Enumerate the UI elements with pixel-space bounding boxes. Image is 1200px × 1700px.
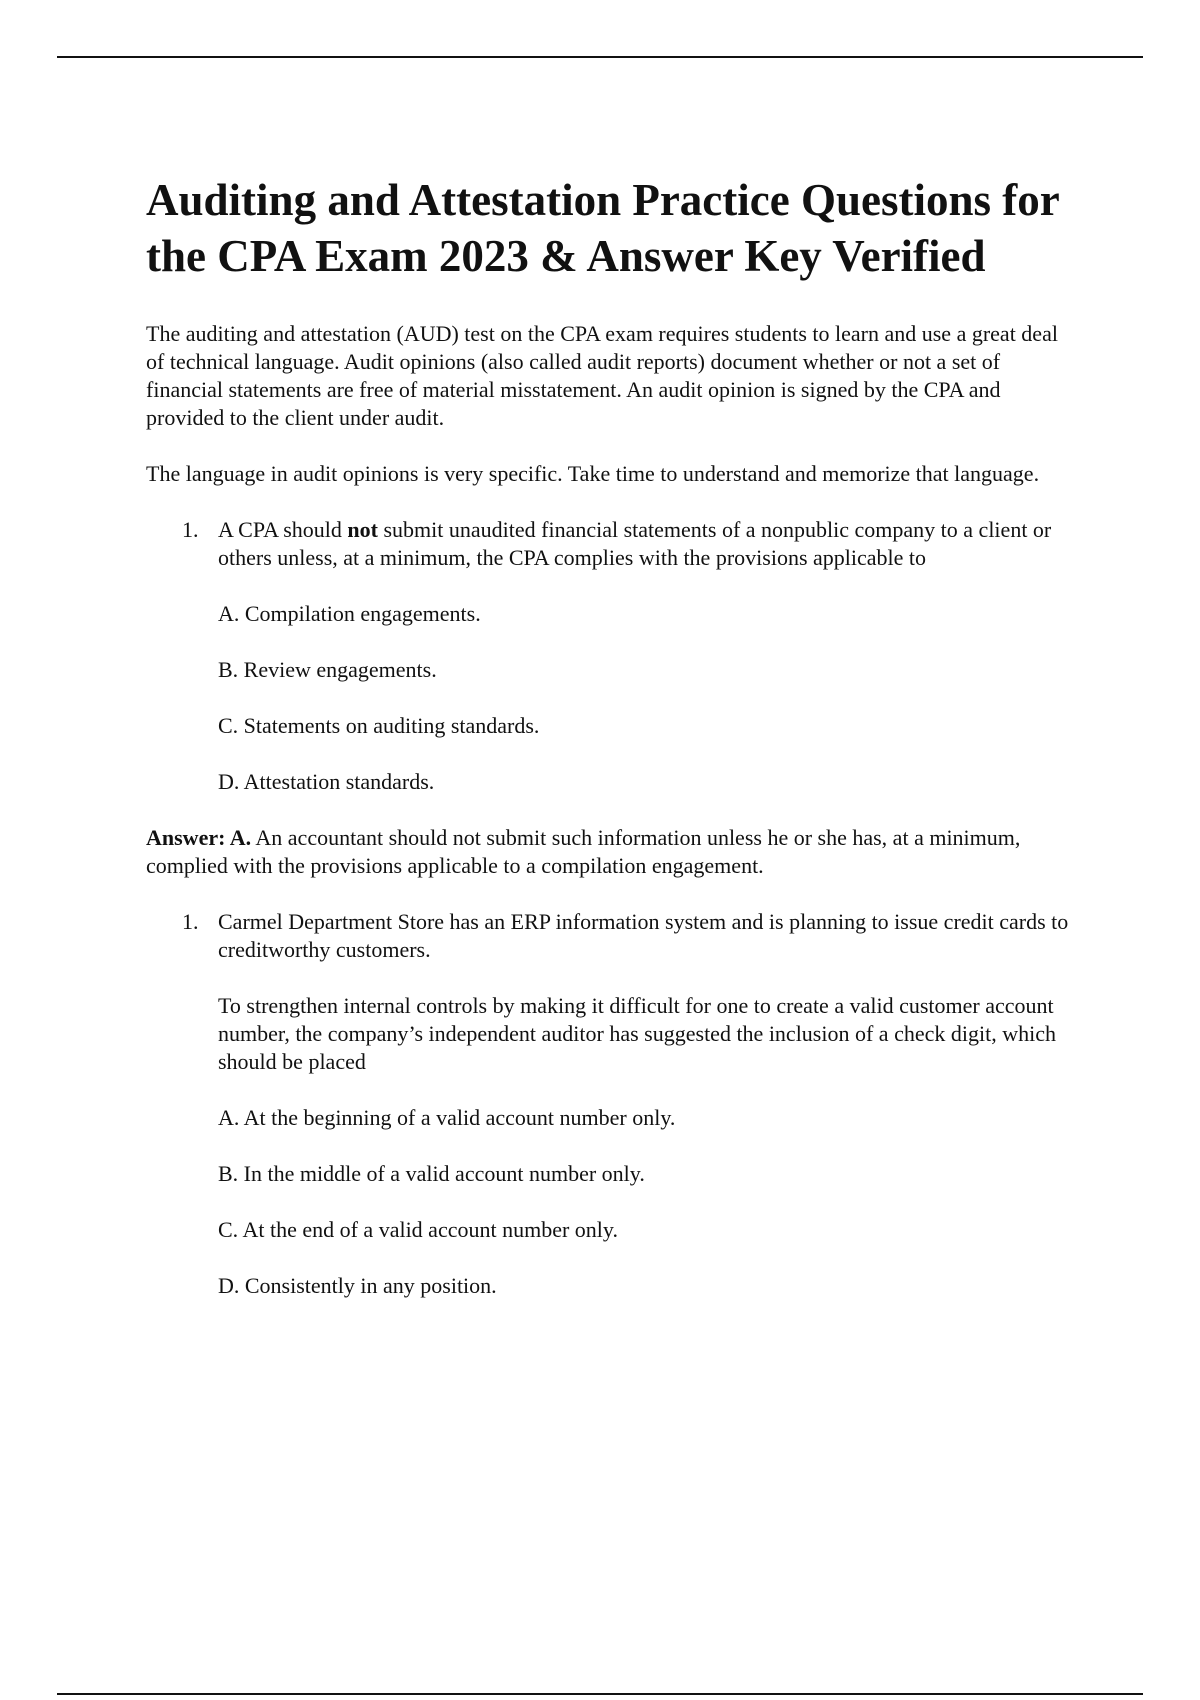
option-d: D. Consistently in any position. [218, 1273, 497, 1298]
question-2 [146, 908, 1076, 1300]
answer-label: Answer: A. [146, 825, 252, 850]
question-number: 1. [182, 909, 199, 934]
option-d: D. Attestation standards. [218, 769, 435, 794]
option-b: B. In the middle of a valid account number only. [218, 1161, 645, 1186]
document-title: Auditing and Attestation Practice Questions for the CPA Exam 2023 & Answer Key Verified [146, 175, 1059, 281]
answer-explanation: An accountant should not submit such information unless he or she has, at a minimum, complied with the provisions applicable to a compilation engagement. [146, 825, 1021, 878]
question-stem-continued: To strengthen internal controls by making it difficult for one to create a valid customer account number, the company’s independent auditor has suggested the inclusion of a check digit, which should be placed [218, 993, 1056, 1074]
question-stem: Carmel Department Store has an ERP information system and is planning to issue credit cards to creditworthy customers. [218, 909, 1069, 962]
option-c: C. Statements on auditing standards. [218, 713, 540, 738]
answer-1 [146, 824, 1076, 880]
option-a: A. At the beginning of a valid account number only. [218, 1105, 676, 1130]
bottom-rule [57, 1693, 1143, 1695]
question-stem: A CPA should not submit unaudited financial statements of a nonpublic company to a client or others unless, at a minimum, the CPA complies with the provisions applicable to [218, 517, 1052, 570]
option-b: B. Review engagements. [218, 657, 437, 682]
question-1 [146, 516, 1076, 796]
emphasis-not: not [347, 517, 378, 542]
document-body [146, 172, 1076, 1328]
question-number: 1. [182, 517, 199, 542]
option-a: A. Compilation engagements. [218, 601, 481, 626]
intro-paragraph-2: The language in audit opinions is very specific. Take time to understand and memorize that language. [146, 461, 1040, 486]
top-rule [57, 56, 1143, 58]
option-c: C. At the end of a valid account number only. [218, 1217, 618, 1242]
intro-paragraph-1: The auditing and attestation (AUD) test on the CPA exam requires students to learn and use a great deal of technical language. Audit opinions (also called audit reports) document whether or not a set of financial statements are free of material misstatement. An audit opinion is signed by the CPA and provided to the client under audit. [146, 321, 1058, 430]
